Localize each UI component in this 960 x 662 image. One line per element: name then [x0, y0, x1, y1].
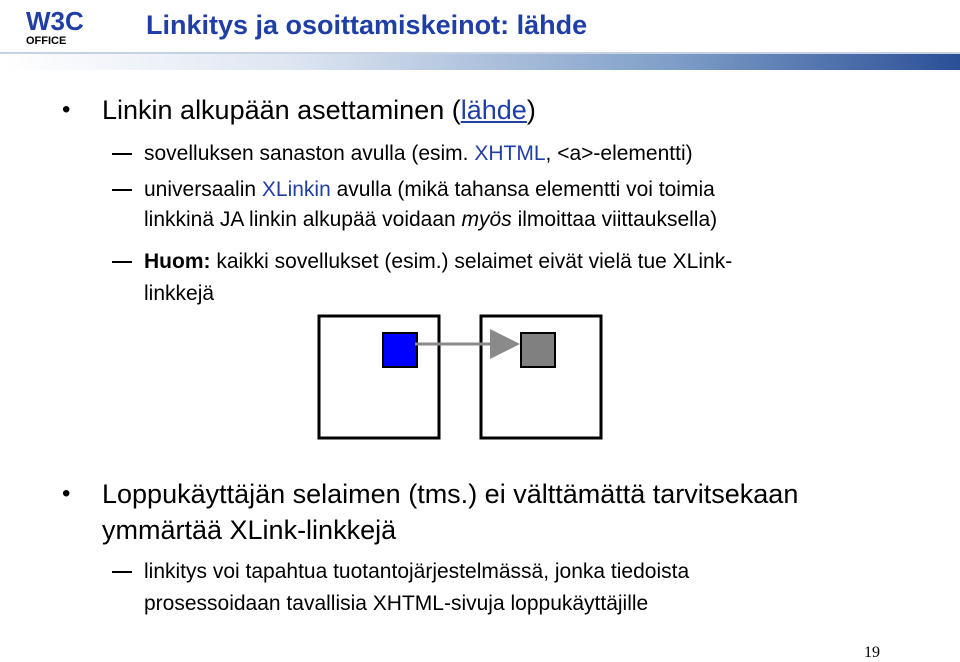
bullet-dot: •	[62, 480, 71, 507]
sub-dash	[112, 189, 132, 191]
sub-dash	[112, 153, 132, 155]
slide-title: Linkitys ja osoittamiskeinot: lähde	[146, 10, 588, 40]
sub-dash	[112, 571, 132, 573]
source-document-frame	[319, 316, 439, 438]
target-anchor-box	[521, 333, 555, 367]
bullet-2-line-2: ymmärtää XLink-linkkejä	[102, 515, 397, 545]
link-diagram	[317, 314, 627, 464]
logo-office-text: OFFICE	[26, 35, 67, 46]
title-gradient-bar	[0, 52, 960, 70]
title-divider	[0, 52, 960, 54]
sub-dash	[112, 261, 132, 263]
bullet-2-line-1: Loppukäyttäjän selaimen (tms.) ei välttämättä tarvitsekaan	[102, 479, 799, 509]
source-anchor-box	[383, 333, 417, 367]
bullet-dot: •	[62, 96, 71, 123]
lahde-link[interactable]: lähde	[460, 95, 527, 125]
page-number: 19	[864, 644, 880, 661]
w3c-office-logo	[24, 6, 90, 46]
logo-w3c-text: W3C	[26, 6, 84, 36]
bullet-1-text: Linkin alkupään asettaminen (lähde)	[102, 95, 536, 125]
